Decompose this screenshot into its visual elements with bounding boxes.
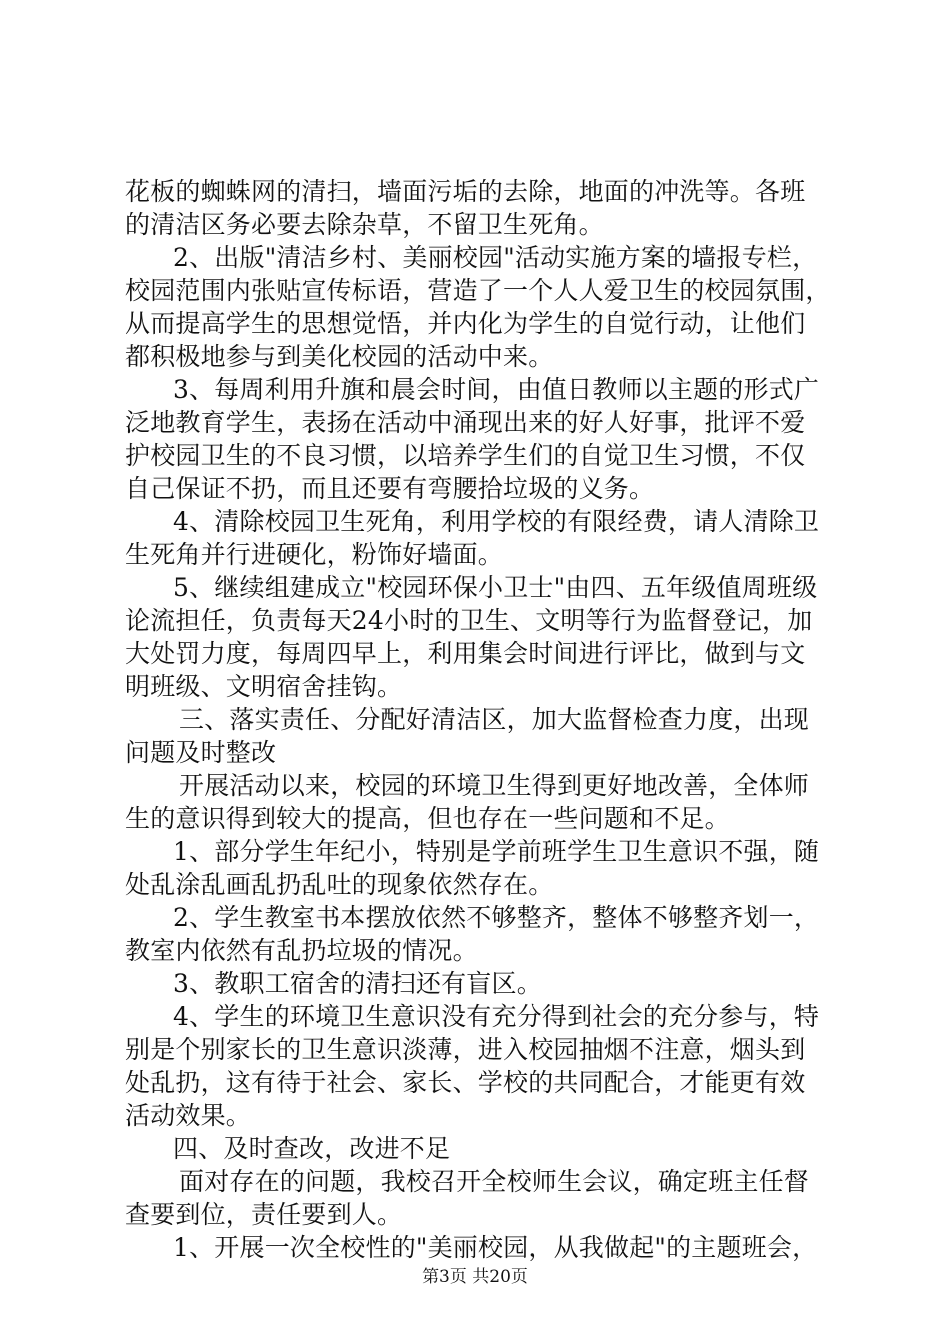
body-text-line: 花板的蜘蛛网的清扫，墙面污垢的去除，地面的冲洗等。各班 — [125, 177, 806, 206]
page-number-footer: 第3页 共20页 — [422, 1267, 528, 1287]
body-text-line: 1、开展一次全校性的"美丽校园，从我做起"的主题班会， — [173, 1233, 818, 1262]
body-text-line: 4、学生的环境卫生意识没有充分得到社会的充分参与，特 — [173, 1002, 820, 1031]
body-text-line: 5、继续组建成立"校园环保小卫士"由四、五年级值周班级 — [173, 573, 818, 602]
body-text-line: 生的意识得到较大的提高，但也存在一些问题和不足。 — [125, 804, 730, 833]
body-text-line: 校园范围内张贴宣传标语，营造了一个人人爱卫生的校园氛围， — [125, 276, 831, 305]
body-text-line: 大处罚力度，每周四早上，利用集会时间进行评比，做到与文 — [125, 639, 806, 668]
body-text-line: 3、教职工宿舍的清扫还有盲区。 — [173, 969, 542, 998]
body-text-line: 论流担任，负责每天24小时的卫生、文明等行为监督登记，加 — [125, 606, 813, 635]
body-text-line: 面对存在的问题，我校召开全校师生会议，确定班主任督 — [179, 1167, 810, 1196]
body-text-line: 都积极地参与到美化校园的活动中来。 — [125, 342, 554, 371]
body-text-line: 泛地教育学生，表扬在活动中涌现出来的好人好事，批评不爱 — [125, 408, 806, 437]
body-text-line: 处乱涂乱画乱扔乱吐的现象依然存在。 — [125, 870, 554, 899]
body-text-line: 护校园卫生的不良习惯，以培养学生们的自觉卫生习惯，不仅 — [125, 441, 806, 470]
body-text-line: 明班级、文明宿舍挂钩。 — [125, 672, 403, 701]
section-heading: 四、及时查改，改进不足 — [173, 1134, 451, 1163]
body-text-line: 3、每周利用升旗和晨会时间，由值日教师以主题的形式广 — [173, 375, 820, 404]
body-text-line: 的清洁区务必要去除杂草，不留卫生死角。 — [125, 210, 604, 239]
section-heading: 三、落实责任、分配好清洁区，加大监督检查力度，出现 — [179, 705, 810, 734]
body-text-line: 查要到位，责任要到人。 — [125, 1200, 403, 1229]
body-text-line: 别是个别家长的卫生意识淡薄，进入校园抽烟不注意，烟头到 — [125, 1035, 806, 1064]
body-text-line: 2、出版"清洁乡村、美丽校园"活动实施方案的墙报专栏， — [173, 243, 818, 272]
body-text-line: 活动效果。 — [125, 1101, 252, 1130]
section-heading: 问题及时整改 — [125, 738, 277, 767]
body-text-line: 处乱扔，这有待于社会、家长、学校的共同配合，才能更有效 — [125, 1068, 806, 1097]
body-text-line: 从而提高学生的思想觉悟，并内化为学生的自觉行动，让他们 — [125, 309, 806, 338]
body-text-line: 2、学生教室书本摆放依然不够整齐，整体不够整齐划一， — [173, 903, 820, 932]
body-text-line: 1、部分学生年纪小，特别是学前班学生卫生意识不强，随 — [173, 837, 820, 866]
body-text-line: 自己保证不扔，而且还要有弯腰拾垃圾的义务。 — [125, 474, 655, 503]
body-text-line: 4、清除校园卫生死角，利用学校的有限经费，请人清除卫 — [173, 507, 820, 536]
body-text-line: 开展活动以来，校园的环境卫生得到更好地改善，全体师 — [179, 771, 810, 800]
body-text-line: 教室内依然有乱扔垃圾的情况。 — [125, 936, 478, 965]
body-text-line: 生死角并行进硬化，粉饰好墙面。 — [125, 540, 504, 569]
